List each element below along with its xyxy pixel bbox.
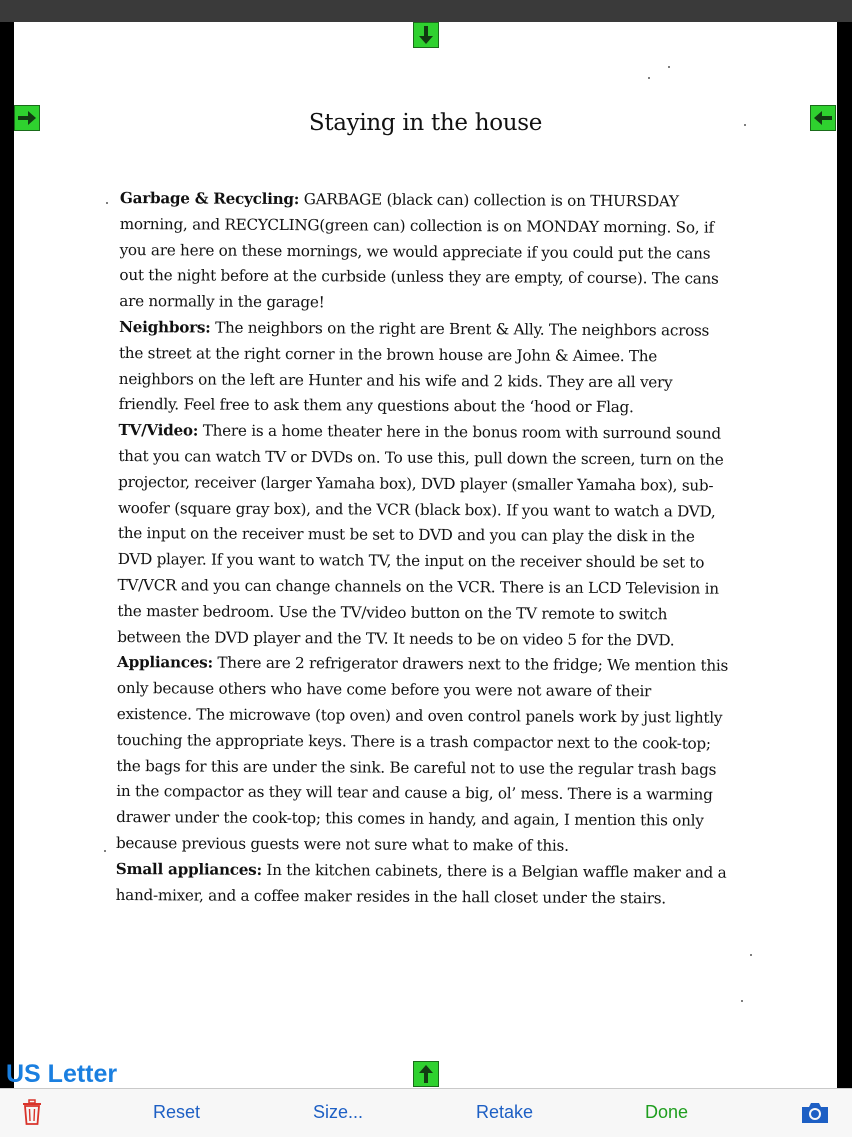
reset-button[interactable]: Reset	[153, 1102, 201, 1122]
section-text: GARBAGE (black can) collection is on THURSDAY morning, and RECYCLING(green can) collection is on MONDAY morning. So, if you are here on these mornings, we would appreciate if you could put the cans out the night before at the curbside (unless they are empty, of course). The cans are normally in the garage!	[119, 190, 719, 312]
scan-speck	[106, 202, 108, 204]
section-neighbors	[119, 315, 732, 422]
paper-size-label: US Letter	[6, 1060, 118, 1088]
arrow-up-icon	[417, 1064, 435, 1084]
section-text: There are 2 refrigerator drawers next to the fridge; We mention this only because others who have come before you were not aware of their existence. The microwave (top oven) and oven control panels work by just lightly touching the appropriate keys. There is a trash compactor next to the cook-top; the bags for this are under the sink. Be careful not to use the regular trash bags in the compactor as they will tear and cause a big, ol’ mess. There is a warming drawer under the cook-top; this comes in handy, and again, I mention this only because previous guests were not sure what to make of this.	[115, 653, 729, 855]
document-body	[116, 186, 732, 912]
trash-icon	[20, 1098, 44, 1126]
top-status-strip	[0, 0, 852, 22]
camera-icon	[800, 1101, 830, 1125]
scan-speck	[648, 77, 650, 79]
section-text: There is a home theater here in the bonus room with surround sound that you can watch TV or DVDs on. To use this, pull down the screen, turn on the projector, receiver (larger Yamaha box), DVD player (smaller Yamaha box), sub-woofer (square gray box), and the VCR (black box). If you want to watch a DVD, the input on the receiver must be set to DVD and you can play the disk in the DVD player. If you want to watch TV, the input on the receiver should be set to TV/VCR and you can change channels on the VCR. There is an LCD Television in the master bedroom. Use the TV/video button on the TV remote to switch between the DVD player and the TV. It needs to be on video 5 for the DVD.	[117, 421, 724, 649]
crop-handle-right[interactable]	[810, 105, 836, 131]
camera-button[interactable]	[800, 1101, 830, 1130]
retake-button[interactable]: Retake	[476, 1102, 534, 1122]
done-button[interactable]: Done	[645, 1102, 689, 1122]
section-heading: Appliances:	[117, 653, 213, 672]
scan-speck	[741, 1000, 743, 1002]
section-text: In the kitchen cabinets, there is a Belgian waffle maker and a hand-mixer, and a coffee maker resides in the hall closet under the stairs.	[115, 860, 727, 907]
arrow-down-icon	[417, 25, 435, 45]
scan-speck	[750, 954, 752, 956]
arrow-right-icon	[17, 109, 37, 127]
section-small-appliances	[116, 857, 728, 912]
section-garbage	[119, 186, 732, 319]
section-heading: Neighbors:	[119, 317, 211, 337]
section-heading: Small appliances:	[115, 859, 262, 879]
document-title: Staying in the house	[308, 110, 543, 136]
arrow-left-icon	[813, 109, 833, 127]
section-heading: TV/Video:	[118, 421, 199, 440]
section-heading: Garbage & Recycling:	[119, 188, 300, 209]
crop-handle-top[interactable]	[413, 22, 439, 48]
crop-handle-left[interactable]	[14, 105, 40, 131]
size-button[interactable]: Size...	[313, 1102, 364, 1122]
section-text: The neighbors on the right are Brent & Ally. The neighbors across the street at the right corner in the brown house are John & Aimee. The neighbors on the left are Hunter and his wife and 2 kids. They are all very friendly. Feel free to ask them any questions about the ‘hood or Flag.	[118, 318, 710, 417]
section-tv-video	[117, 418, 730, 654]
scanned-page	[14, 22, 837, 1088]
bottom-toolbar	[0, 1088, 852, 1137]
scan-speck	[668, 66, 670, 68]
delete-button[interactable]	[20, 1098, 44, 1131]
section-appliances	[116, 650, 729, 860]
crop-handle-bottom[interactable]	[413, 1061, 439, 1087]
scan-speck	[104, 850, 106, 852]
